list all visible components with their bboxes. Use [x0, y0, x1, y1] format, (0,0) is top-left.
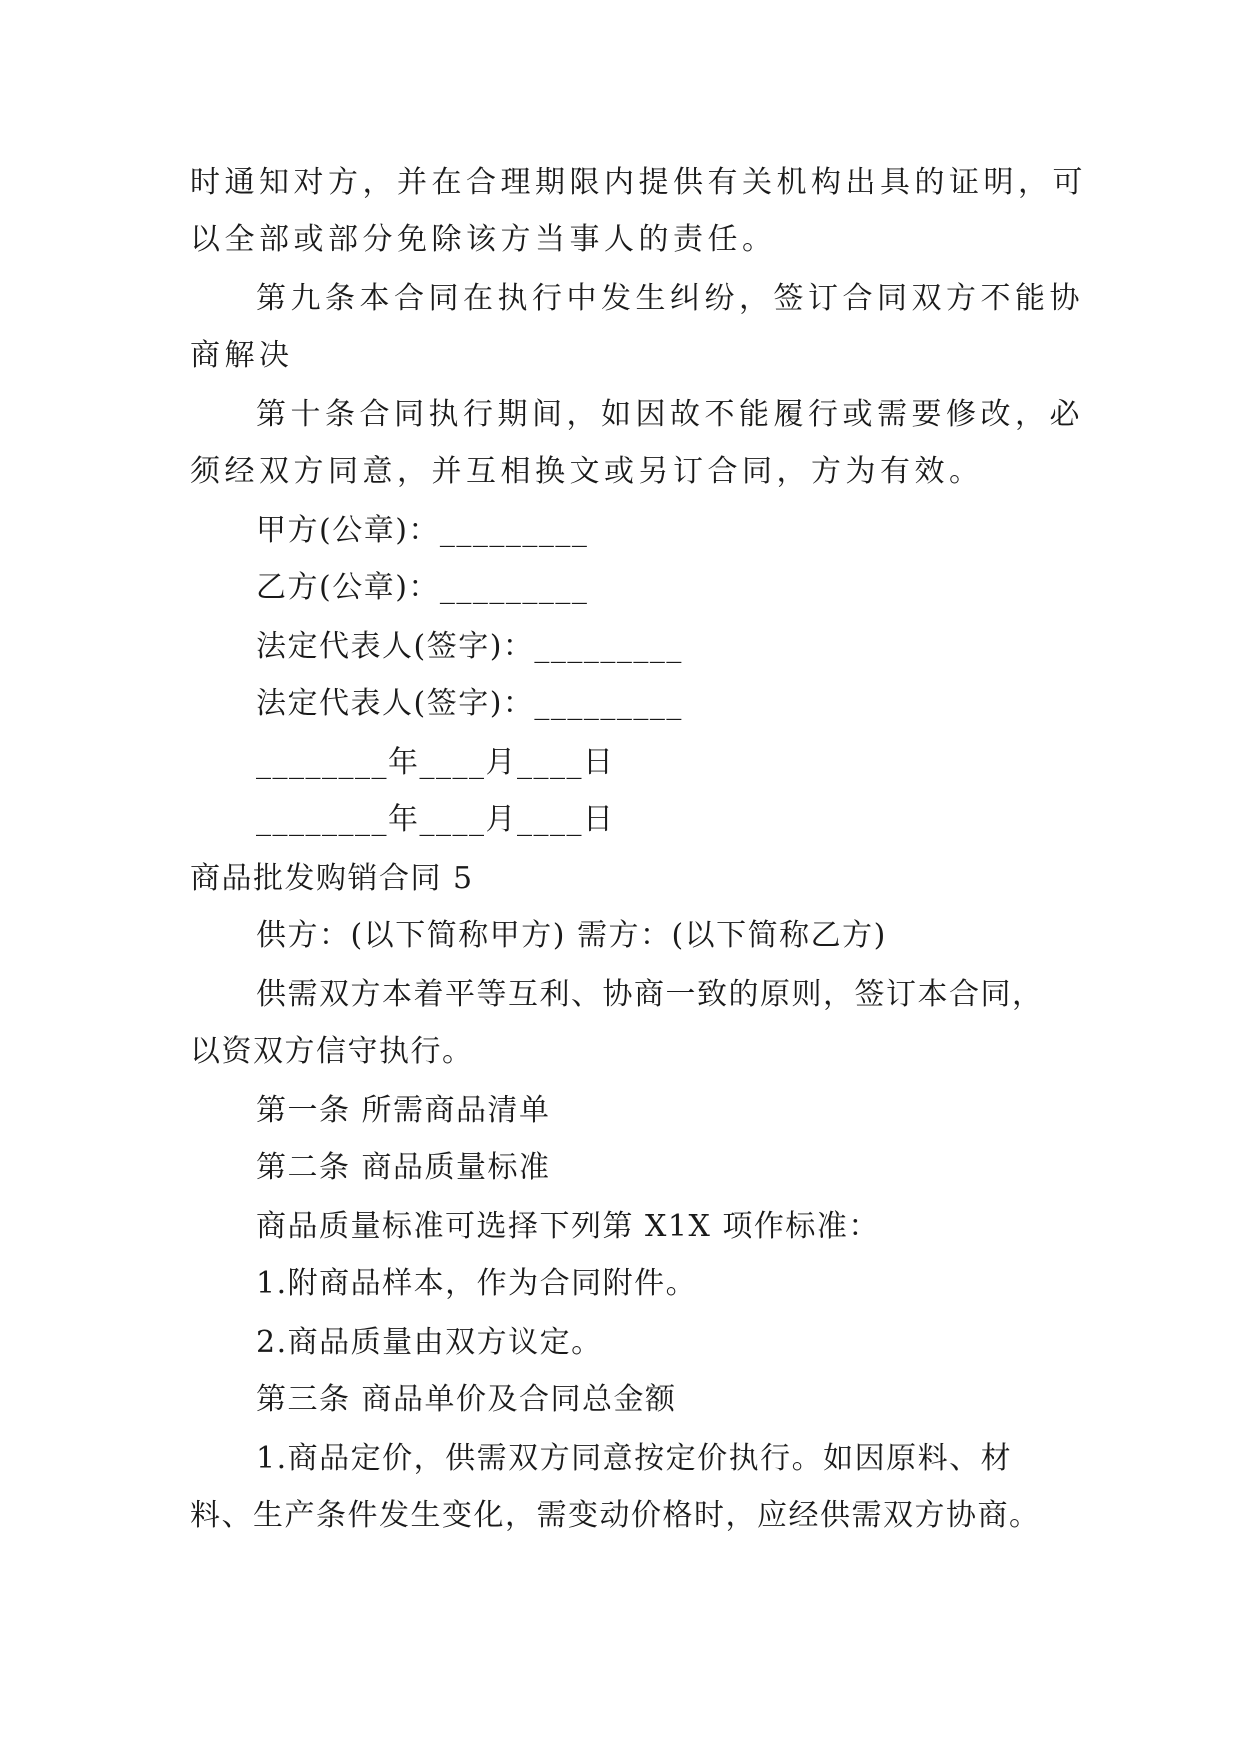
paragraph-line: 时通知对方，并在合理期限内提供有关机构出具的证明，可	[190, 165, 1087, 200]
paragraph-line: 商解决	[190, 338, 294, 373]
list-item: 1.附商品样本，作为合同附件。	[256, 1266, 698, 1301]
article-1-heading: 第一条 所需商品清单	[256, 1093, 551, 1128]
paragraph-line: 供需双方本着平等互利、协商一致的原则，签订本合同，	[256, 977, 1044, 1012]
list-item: 1.商品定价，供需双方同意按定价执行。如因原料、材	[256, 1441, 1013, 1476]
article-2-heading: 第二条 商品质量标准	[256, 1150, 551, 1185]
party-a-seal-line: 甲方(公章)：_________	[256, 513, 589, 548]
article-9-line: 第九条本合同在执行中发生纠纷，签订合同双方不能协	[256, 281, 1084, 316]
parties-line: 供方：(以下简称甲方) 需方：(以下简称乙方)	[256, 918, 887, 953]
legal-rep-signature-line: 法定代表人(签字)：_________	[256, 686, 683, 721]
paragraph-line: 商品质量标准可选择下列第 X1X 项作标准：	[256, 1209, 880, 1244]
paragraph-line: 须经双方同意，并互相换文或另订合同，方为有效。	[190, 454, 984, 489]
legal-rep-signature-line: 法定代表人(签字)：_________	[256, 629, 683, 664]
article-10-line: 第十条合同执行期间，如因故不能履行或需要修改，必	[256, 397, 1084, 432]
date-line: ________年____月____日	[256, 745, 615, 780]
article-3-heading: 第三条 商品单价及合同总金额	[256, 1382, 677, 1417]
date-line: ________年____月____日	[256, 802, 615, 837]
contract-title: 商品批发购销合同 5	[190, 861, 474, 896]
paragraph-line: 料、生产条件发生变化，需变动价格时，应经供需双方协商。	[190, 1498, 1041, 1533]
paragraph-line: 以全部或部分免除该方当事人的责任。	[190, 222, 777, 257]
paragraph-line: 以资双方信守执行。	[190, 1034, 474, 1069]
party-b-seal-line: 乙方(公章)：_________	[256, 570, 589, 605]
list-item: 2.商品质量由双方议定。	[256, 1325, 603, 1360]
